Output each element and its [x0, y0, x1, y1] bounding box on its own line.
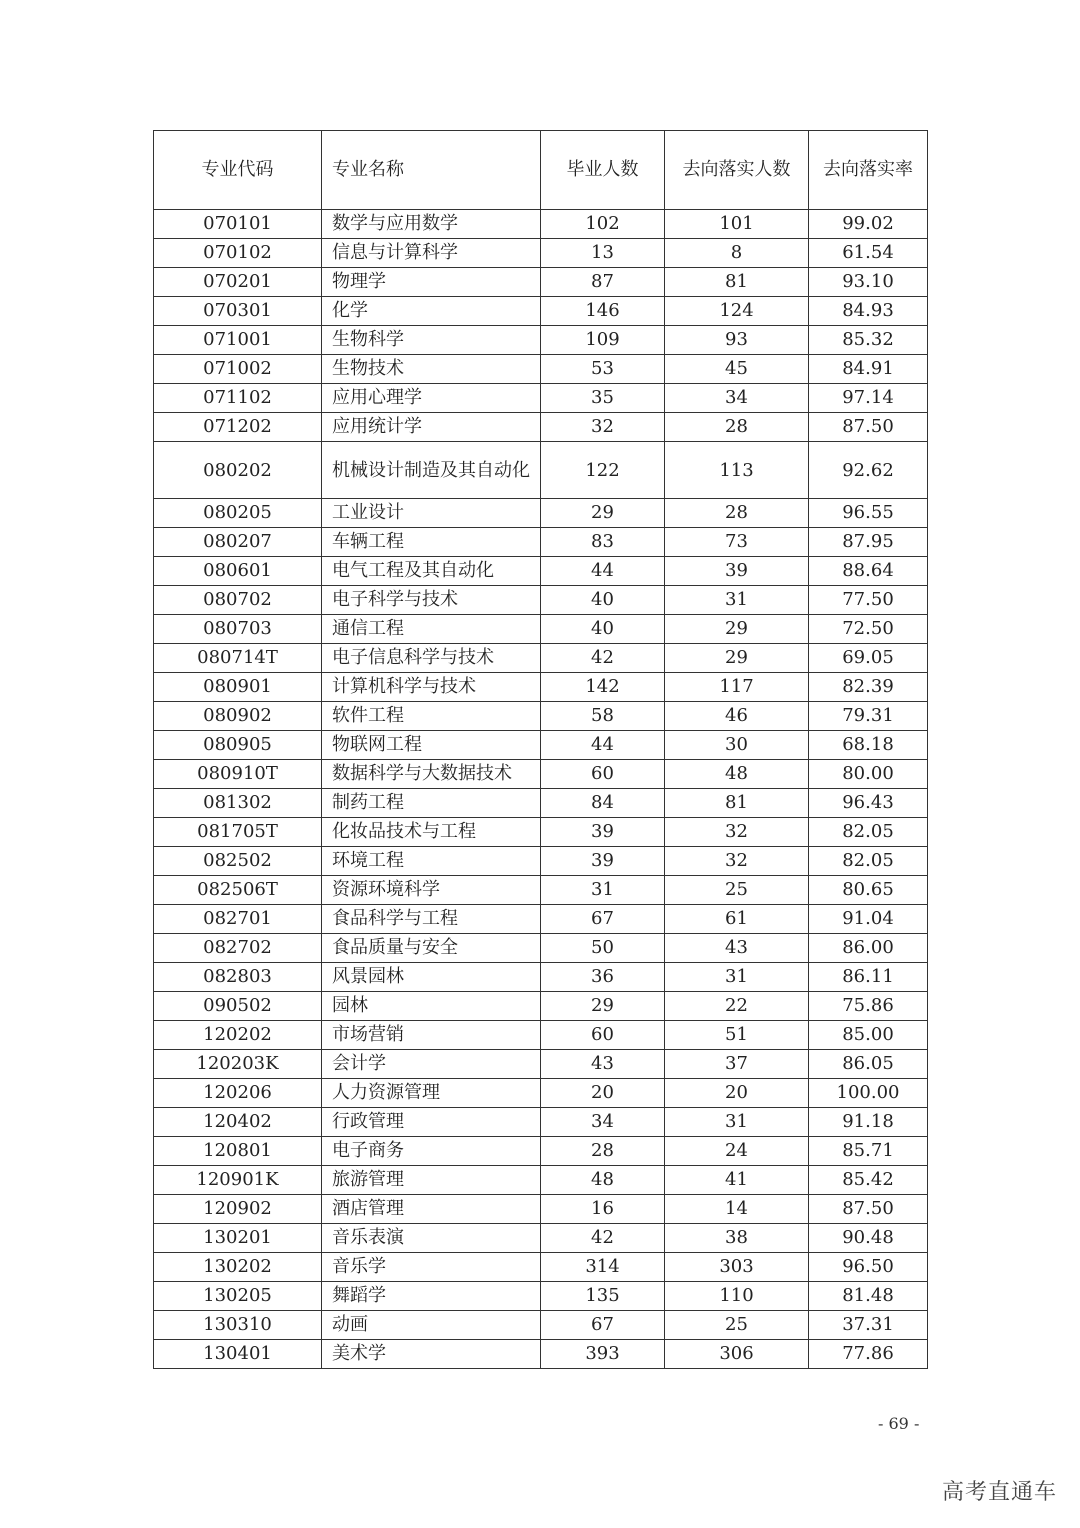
table-row: [154, 876, 928, 905]
cell-major-code: 071102: [154, 384, 322, 413]
cell-major-name: 会计学: [322, 1050, 541, 1079]
header-graduates: 毕业人数: [541, 131, 665, 210]
cell-major-name: 电子商务: [322, 1137, 541, 1166]
cell-placed-count: 30: [665, 731, 809, 760]
cell-placement-rate: 80.00: [809, 760, 928, 789]
cell-placement-rate: 96.43: [809, 789, 928, 818]
cell-major-code: 071002: [154, 355, 322, 384]
cell-major-code: 070102: [154, 239, 322, 268]
cell-major-name: 食品质量与安全: [322, 934, 541, 963]
table-row: [154, 586, 928, 615]
cell-major-code: 120901K: [154, 1166, 322, 1195]
cell-placed-count: 48: [665, 760, 809, 789]
table-row: [154, 673, 928, 702]
table-row: [154, 442, 928, 499]
cell-major-name: 生物科学: [322, 326, 541, 355]
table-row: [154, 615, 928, 644]
cell-graduates: 87: [541, 268, 665, 297]
cell-graduates: 34: [541, 1108, 665, 1137]
cell-graduates: 42: [541, 644, 665, 673]
cell-placement-rate: 75.86: [809, 992, 928, 1021]
cell-placed-count: 46: [665, 702, 809, 731]
cell-placement-rate: 68.18: [809, 731, 928, 760]
cell-major-code: 082502: [154, 847, 322, 876]
cell-major-name: 物联网工程: [322, 731, 541, 760]
cell-graduates: 393: [541, 1340, 665, 1369]
cell-major-code: 071001: [154, 326, 322, 355]
cell-placement-rate: 91.04: [809, 905, 928, 934]
cell-graduates: 142: [541, 673, 665, 702]
cell-placed-count: 93: [665, 326, 809, 355]
cell-placement-rate: 90.48: [809, 1224, 928, 1253]
cell-graduates: 13: [541, 239, 665, 268]
cell-major-code: 130310: [154, 1311, 322, 1340]
cell-major-name: 应用心理学: [322, 384, 541, 413]
cell-major-name: 资源环境科学: [322, 876, 541, 905]
cell-graduates: 40: [541, 586, 665, 615]
table-row: [154, 1137, 928, 1166]
cell-placed-count: 113: [665, 442, 809, 499]
cell-placement-rate: 91.18: [809, 1108, 928, 1137]
cell-major-code: 082702: [154, 934, 322, 963]
table-row: [154, 210, 928, 239]
cell-graduates: 84: [541, 789, 665, 818]
cell-placed-count: 306: [665, 1340, 809, 1369]
cell-placement-rate: 86.05: [809, 1050, 928, 1079]
cell-major-name: 应用统计学: [322, 413, 541, 442]
cell-graduates: 48: [541, 1166, 665, 1195]
cell-placement-rate: 97.14: [809, 384, 928, 413]
cell-graduates: 16: [541, 1195, 665, 1224]
table-row: [154, 1311, 928, 1340]
cell-major-name: 美术学: [322, 1340, 541, 1369]
cell-major-code: 071202: [154, 413, 322, 442]
cell-placed-count: 81: [665, 268, 809, 297]
table-row: [154, 963, 928, 992]
cell-graduates: 83: [541, 528, 665, 557]
cell-major-code: 080702: [154, 586, 322, 615]
header-major-name: 专业名称: [322, 131, 541, 210]
cell-major-code: 082701: [154, 905, 322, 934]
cell-placement-rate: 87.50: [809, 1195, 928, 1224]
cell-placement-rate: 85.42: [809, 1166, 928, 1195]
cell-major-name: 食品科学与工程: [322, 905, 541, 934]
table-header-row: [154, 131, 928, 210]
cell-placement-rate: 85.00: [809, 1021, 928, 1050]
cell-placed-count: 81: [665, 789, 809, 818]
cell-graduates: 67: [541, 905, 665, 934]
table-row: [154, 1224, 928, 1253]
cell-placed-count: 39: [665, 557, 809, 586]
table-body: [154, 210, 928, 1369]
cell-graduates: 44: [541, 557, 665, 586]
cell-major-code: 130201: [154, 1224, 322, 1253]
cell-major-name: 软件工程: [322, 702, 541, 731]
watermark-text: 高考直通车: [942, 1480, 1058, 1505]
cell-placed-count: 45: [665, 355, 809, 384]
cell-graduates: 39: [541, 847, 665, 876]
cell-placed-count: 32: [665, 847, 809, 876]
cell-major-name: 风景园林: [322, 963, 541, 992]
cell-major-name: 通信工程: [322, 615, 541, 644]
cell-placement-rate: 96.50: [809, 1253, 928, 1282]
cell-graduates: 58: [541, 702, 665, 731]
cell-major-code: 070101: [154, 210, 322, 239]
cell-major-code: 082803: [154, 963, 322, 992]
cell-placement-rate: 37.31: [809, 1311, 928, 1340]
cell-placement-rate: 87.95: [809, 528, 928, 557]
cell-placement-rate: 79.31: [809, 702, 928, 731]
cell-major-code: 120801: [154, 1137, 322, 1166]
cell-placed-count: 31: [665, 963, 809, 992]
cell-placement-rate: 69.05: [809, 644, 928, 673]
cell-major-code: 080703: [154, 615, 322, 644]
cell-placed-count: 73: [665, 528, 809, 557]
cell-major-name: 电子信息科学与技术: [322, 644, 541, 673]
cell-major-name: 计算机科学与技术: [322, 673, 541, 702]
cell-placement-rate: 77.86: [809, 1340, 928, 1369]
cell-placed-count: 28: [665, 413, 809, 442]
table-row: [154, 1021, 928, 1050]
table-row: [154, 934, 928, 963]
table-row: [154, 992, 928, 1021]
cell-major-code: 080902: [154, 702, 322, 731]
cell-placement-rate: 87.50: [809, 413, 928, 442]
cell-placement-rate: 72.50: [809, 615, 928, 644]
cell-major-code: 130205: [154, 1282, 322, 1311]
cell-major-code: 070301: [154, 297, 322, 326]
cell-graduates: 146: [541, 297, 665, 326]
cell-placement-rate: 99.02: [809, 210, 928, 239]
cell-placed-count: 303: [665, 1253, 809, 1282]
header-placed-count: 去向落实人数: [665, 131, 809, 210]
cell-placement-rate: 81.48: [809, 1282, 928, 1311]
cell-placed-count: 37: [665, 1050, 809, 1079]
cell-graduates: 53: [541, 355, 665, 384]
cell-major-name: 酒店管理: [322, 1195, 541, 1224]
cell-major-code: 080207: [154, 528, 322, 557]
cell-major-name: 舞蹈学: [322, 1282, 541, 1311]
cell-placed-count: 24: [665, 1137, 809, 1166]
cell-placed-count: 43: [665, 934, 809, 963]
cell-placed-count: 31: [665, 586, 809, 615]
cell-major-name: 车辆工程: [322, 528, 541, 557]
table-row: [154, 847, 928, 876]
cell-placed-count: 8: [665, 239, 809, 268]
table-row: [154, 297, 928, 326]
cell-major-code: 120402: [154, 1108, 322, 1137]
table-row: [154, 1079, 928, 1108]
cell-placed-count: 41: [665, 1166, 809, 1195]
cell-graduates: 29: [541, 992, 665, 1021]
cell-major-code: 130202: [154, 1253, 322, 1282]
cell-placement-rate: 85.32: [809, 326, 928, 355]
cell-major-name: 生物技术: [322, 355, 541, 384]
cell-graduates: 31: [541, 876, 665, 905]
cell-graduates: 20: [541, 1079, 665, 1108]
cell-graduates: 60: [541, 1021, 665, 1050]
table-row: [154, 355, 928, 384]
cell-placement-rate: 85.71: [809, 1137, 928, 1166]
cell-placement-rate: 82.39: [809, 673, 928, 702]
table-row: [154, 905, 928, 934]
cell-major-code: 080205: [154, 499, 322, 528]
cell-major-name: 环境工程: [322, 847, 541, 876]
cell-major-name: 数学与应用数学: [322, 210, 541, 239]
cell-placed-count: 29: [665, 615, 809, 644]
cell-graduates: 40: [541, 615, 665, 644]
cell-placement-rate: 82.05: [809, 847, 928, 876]
cell-placement-rate: 84.93: [809, 297, 928, 326]
cell-major-name: 人力资源管理: [322, 1079, 541, 1108]
cell-placed-count: 34: [665, 384, 809, 413]
cell-placement-rate: 80.65: [809, 876, 928, 905]
cell-major-name: 化妆品技术与工程: [322, 818, 541, 847]
cell-placed-count: 28: [665, 499, 809, 528]
table-row: [154, 1340, 928, 1369]
cell-major-name: 制药工程: [322, 789, 541, 818]
cell-major-code: 082506T: [154, 876, 322, 905]
table-row: [154, 1050, 928, 1079]
cell-placed-count: 51: [665, 1021, 809, 1050]
cell-placed-count: 124: [665, 297, 809, 326]
table-row: [154, 1166, 928, 1195]
table-row: [154, 731, 928, 760]
cell-placed-count: 117: [665, 673, 809, 702]
cell-placed-count: 38: [665, 1224, 809, 1253]
cell-placed-count: 25: [665, 1311, 809, 1340]
cell-placed-count: 31: [665, 1108, 809, 1137]
cell-graduates: 314: [541, 1253, 665, 1282]
table-row: [154, 499, 928, 528]
cell-graduates: 42: [541, 1224, 665, 1253]
cell-graduates: 60: [541, 760, 665, 789]
cell-placed-count: 110: [665, 1282, 809, 1311]
cell-major-name: 行政管理: [322, 1108, 541, 1137]
cell-major-code: 070201: [154, 268, 322, 297]
cell-major-name: 数据科学与大数据技术: [322, 760, 541, 789]
table-row: [154, 644, 928, 673]
cell-placed-count: 20: [665, 1079, 809, 1108]
cell-major-code: 130401: [154, 1340, 322, 1369]
cell-placement-rate: 86.00: [809, 934, 928, 963]
cell-placed-count: 101: [665, 210, 809, 239]
cell-major-name: 音乐学: [322, 1253, 541, 1282]
cell-graduates: 35: [541, 384, 665, 413]
cell-placement-rate: 84.91: [809, 355, 928, 384]
table-row: [154, 760, 928, 789]
table-row: [154, 384, 928, 413]
table-row: [154, 1253, 928, 1282]
cell-major-code: 120202: [154, 1021, 322, 1050]
cell-major-name: 市场营销: [322, 1021, 541, 1050]
cell-graduates: 43: [541, 1050, 665, 1079]
cell-graduates: 32: [541, 413, 665, 442]
table-row: [154, 413, 928, 442]
cell-placement-rate: 77.50: [809, 586, 928, 615]
cell-placed-count: 25: [665, 876, 809, 905]
cell-graduates: 109: [541, 326, 665, 355]
cell-major-code: 081302: [154, 789, 322, 818]
cell-graduates: 50: [541, 934, 665, 963]
cell-major-name: 动画: [322, 1311, 541, 1340]
cell-placement-rate: 93.10: [809, 268, 928, 297]
cell-major-name: 工业设计: [322, 499, 541, 528]
header-placement-rate: 去向落实率: [809, 131, 928, 210]
page-number: - 69 -: [878, 1414, 920, 1433]
table-row: [154, 818, 928, 847]
table-row: [154, 326, 928, 355]
table-row: [154, 1195, 928, 1224]
cell-graduates: 102: [541, 210, 665, 239]
cell-placement-rate: 86.11: [809, 963, 928, 992]
cell-graduates: 135: [541, 1282, 665, 1311]
cell-placement-rate: 92.62: [809, 442, 928, 499]
cell-major-code: 080905: [154, 731, 322, 760]
cell-major-code: 081705T: [154, 818, 322, 847]
cell-graduates: 44: [541, 731, 665, 760]
cell-placed-count: 32: [665, 818, 809, 847]
cell-placement-rate: 61.54: [809, 239, 928, 268]
cell-graduates: 122: [541, 442, 665, 499]
cell-major-name: 音乐表演: [322, 1224, 541, 1253]
cell-major-name: 物理学: [322, 268, 541, 297]
table-row: [154, 528, 928, 557]
cell-graduates: 67: [541, 1311, 665, 1340]
cell-graduates: 39: [541, 818, 665, 847]
cell-major-name: 旅游管理: [322, 1166, 541, 1195]
cell-placed-count: 29: [665, 644, 809, 673]
cell-major-name: 化学: [322, 297, 541, 326]
cell-major-code: 080901: [154, 673, 322, 702]
table-row: [154, 268, 928, 297]
table-row: [154, 557, 928, 586]
cell-major-code: 120206: [154, 1079, 322, 1108]
table-row: [154, 789, 928, 818]
cell-major-name: 机械设计制造及其自动化: [322, 442, 541, 499]
cell-major-code: 080714T: [154, 644, 322, 673]
cell-placed-count: 14: [665, 1195, 809, 1224]
table-row: [154, 702, 928, 731]
cell-major-name: 电子科学与技术: [322, 586, 541, 615]
cell-major-code: 090502: [154, 992, 322, 1021]
cell-major-code: 120203K: [154, 1050, 322, 1079]
cell-graduates: 29: [541, 499, 665, 528]
cell-graduates: 36: [541, 963, 665, 992]
cell-major-name: 信息与计算科学: [322, 239, 541, 268]
table-row: [154, 1108, 928, 1137]
majors-employment-table: [153, 130, 928, 1369]
cell-major-code: 080202: [154, 442, 322, 499]
cell-major-code: 080601: [154, 557, 322, 586]
cell-major-name: 电气工程及其自动化: [322, 557, 541, 586]
header-major-code: 专业代码: [154, 131, 322, 210]
cell-placement-rate: 82.05: [809, 818, 928, 847]
cell-major-code: 080910T: [154, 760, 322, 789]
cell-major-name: 园林: [322, 992, 541, 1021]
cell-placement-rate: 88.64: [809, 557, 928, 586]
cell-major-code: 120902: [154, 1195, 322, 1224]
table-row: [154, 1282, 928, 1311]
cell-placed-count: 61: [665, 905, 809, 934]
cell-placed-count: 22: [665, 992, 809, 1021]
table-row: [154, 239, 928, 268]
cell-placement-rate: 100.00: [809, 1079, 928, 1108]
cell-graduates: 28: [541, 1137, 665, 1166]
cell-placement-rate: 96.55: [809, 499, 928, 528]
